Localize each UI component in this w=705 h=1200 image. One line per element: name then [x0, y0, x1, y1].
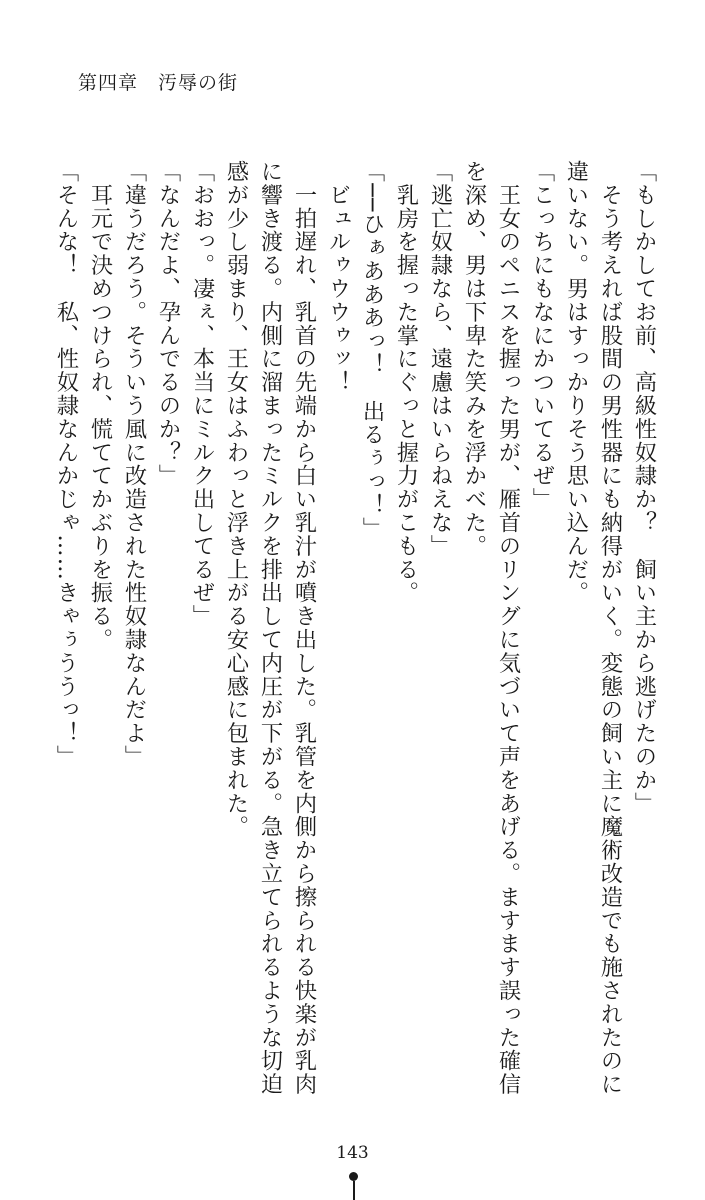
folio-line-ornament — [353, 1181, 355, 1200]
page-number: 143 — [336, 1143, 369, 1163]
text-line: 王女のペニスを握った男が、雁首のリングに気づいて声をあげる。ますます誤った確信 — [495, 160, 521, 1096]
running-head: 第四章 汚辱の街 — [78, 72, 239, 94]
text-line: 「──ひぁあああっ！ 出るぅっ！」 — [359, 160, 385, 541]
text-line: 「そんな！ 私、性奴隷なんかじゃ……きゃぅううっ！」 — [53, 160, 79, 769]
text-line: 「こっちにもなにかついてるぜ」 — [529, 160, 555, 511]
text-line: 違いない。男はすっかりそう思い込んだ。 — [563, 160, 589, 605]
vertical-body-text — [49, 160, 661, 1096]
text-line: 感が少し弱まり、王女はふわっと浮き上がる安心感に包まれた。 — [223, 160, 249, 839]
text-line: を深め、男は下卑た笑みを浮かべた。 — [461, 160, 487, 558]
text-line: 一拍遅れ、乳首の先端から白い乳汁が噴き出した。乳管を内側から擦られる快楽が乳肉 — [291, 160, 317, 1096]
text-line: 耳元で決めつけられ、慌ててかぶりを振る。 — [87, 160, 113, 652]
text-line: 「違うだろう。そういう風に改造された性奴隷なんだよ」 — [121, 160, 147, 769]
text-line: 「逃亡奴隷なら、遠慮はいらねえな」 — [427, 160, 453, 558]
folio-dot-ornament — [349, 1172, 358, 1181]
text-line: そう考えれば股間の男性器にも納得がいく。変態の飼い主に魔術改造でも施されたのに — [597, 160, 623, 1096]
text-line: ビュルゥウウゥッ！ — [325, 160, 351, 394]
text-line: 「おおっ。凄ぇ、本当にミルク出してるぜ」 — [189, 160, 215, 628]
text-line: に響き渡る。内側に溜まったミルクを排出して内圧が下がる。急き立てられるような切迫 — [257, 160, 283, 1096]
text-line: 「もしかしてお前、高級性奴隷か？ 飼い主から逃げたのか」 — [631, 160, 657, 816]
text-line: 乳房を握った掌にぐっと握力がこもる。 — [393, 160, 419, 605]
text-line: 「なんだよ、孕んでるのか？」 — [155, 160, 181, 488]
